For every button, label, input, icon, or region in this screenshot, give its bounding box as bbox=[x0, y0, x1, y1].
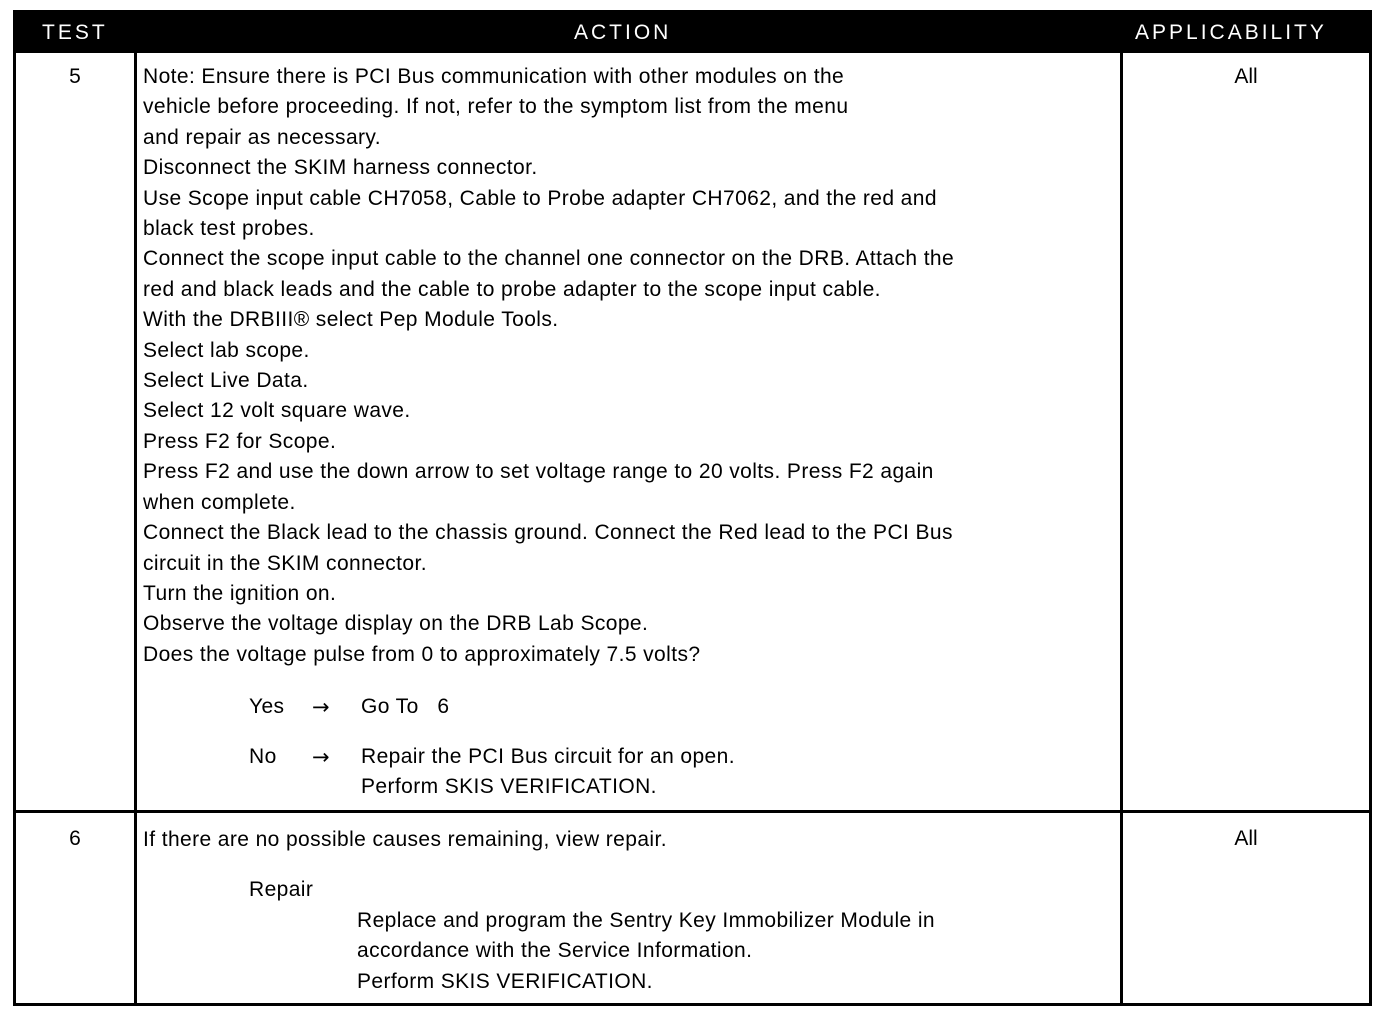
yes-label: Yes bbox=[249, 695, 285, 718]
action-line: vehicle before proceeding. If not, refer to the symptom list from the menu bbox=[143, 95, 849, 119]
action-text-test-5 bbox=[143, 62, 954, 670]
arrow-right-icon: → bbox=[312, 745, 330, 769]
repair-label: Repair bbox=[249, 878, 314, 901]
test-number: 5 bbox=[69, 65, 81, 88]
header-test: TEST bbox=[42, 21, 108, 44]
no-label: No bbox=[249, 745, 277, 768]
action-line: Press F2 and use the down arrow to set voltage range to 20 volts. Press F2 again bbox=[143, 460, 934, 484]
yes-action: Go To 6 bbox=[361, 695, 450, 718]
repair-text bbox=[357, 906, 935, 997]
action-line: when complete. bbox=[143, 490, 296, 514]
action-line: Connect the scope input cable to the channel one connector on the DRB. Attach the bbox=[143, 247, 955, 271]
action-line: Connect the Black lead to the chassis ground. Connect the Red lead to the PCI Bus bbox=[143, 521, 953, 545]
repair-line: Perform SKIS VERIFICATION. bbox=[357, 969, 653, 993]
action-line: Turn the ignition on. bbox=[143, 581, 337, 605]
action-line: Select Live Data. bbox=[143, 369, 309, 393]
table-header bbox=[16, 13, 1369, 53]
header-action: ACTION bbox=[574, 21, 672, 44]
action-line: Note: Ensure there is PCI Bus communication with other modules on the bbox=[143, 65, 845, 88]
header-applicability: APPLICABILITY bbox=[1135, 21, 1327, 44]
action-line: and repair as necessary. bbox=[143, 125, 381, 149]
no-action-line: Perform SKIS VERIFICATION. bbox=[361, 775, 657, 799]
arrow-right-icon: → bbox=[312, 695, 330, 719]
action-line: red and black leads and the cable to probe adapter to the scope input cable. bbox=[143, 277, 881, 301]
action-line: With the DRBIII® select Pep Module Tools. bbox=[143, 308, 559, 332]
action-line: Use Scope input cable CH7058, Cable to Probe adapter CH7062, and the red and bbox=[143, 186, 937, 210]
test-number: 6 bbox=[69, 827, 81, 850]
action-line: Does the voltage pulse from 0 to approximately 7.5 volts? bbox=[143, 642, 701, 666]
action-line: circuit in the SKIM connector. bbox=[143, 551, 427, 575]
action-intro: If there are no possible causes remaining, view repair. bbox=[143, 828, 667, 851]
row-divider bbox=[16, 810, 1369, 813]
action-line: Select 12 volt square wave. bbox=[143, 399, 411, 423]
no-action-line: Repair the PCI Bus circuit for an open. bbox=[361, 745, 735, 768]
repair-line: Replace and program the Sentry Key Immobilizer Module in bbox=[357, 909, 935, 932]
action-line: Disconnect the SKIM harness connector. bbox=[143, 156, 538, 180]
action-line: Select lab scope. bbox=[143, 338, 310, 362]
applicability-value: All bbox=[1234, 827, 1258, 850]
no-action bbox=[361, 742, 735, 803]
column-divider-applicability bbox=[1120, 53, 1123, 1006]
repair-line: accordance with the Service Information. bbox=[357, 939, 753, 963]
action-line: Observe the voltage display on the DRB Lab Scope. bbox=[143, 612, 649, 636]
column-divider-test bbox=[134, 53, 137, 1006]
diagnostic-table bbox=[13, 10, 1372, 1006]
action-line: black test probes. bbox=[143, 217, 315, 241]
applicability-value: All bbox=[1234, 65, 1258, 88]
action-line: Press F2 for Scope. bbox=[143, 429, 337, 453]
